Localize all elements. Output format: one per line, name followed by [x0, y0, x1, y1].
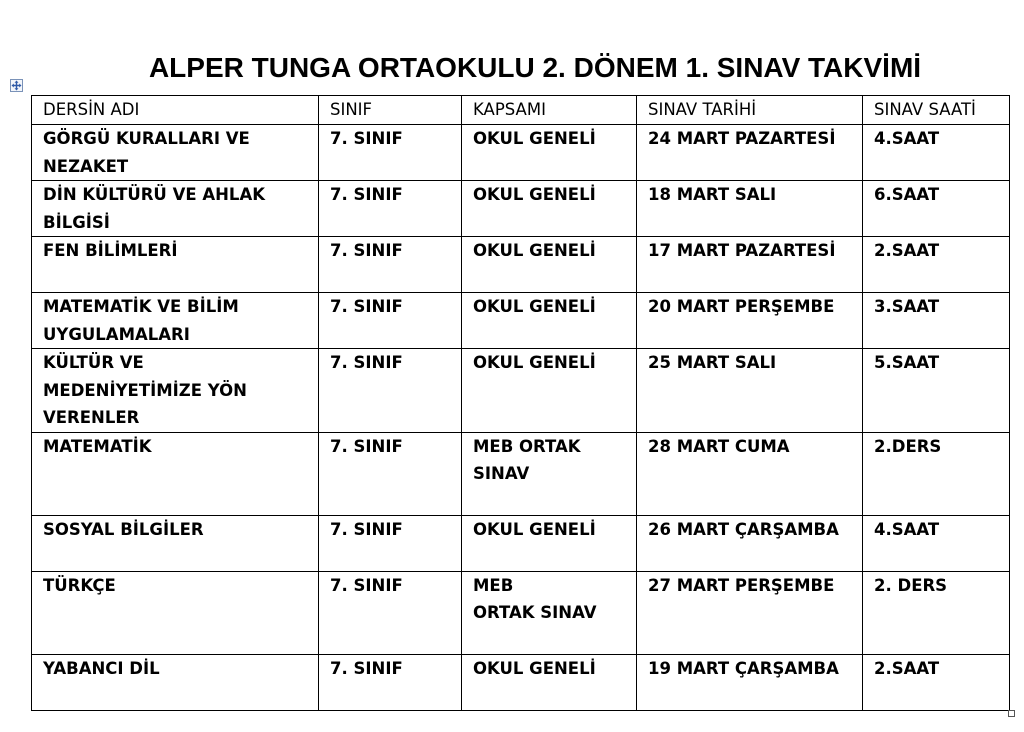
- scope-cell: OKUL GENELİ: [462, 654, 637, 710]
- time-cell: 2. DERS: [863, 571, 1010, 654]
- table-row: [32, 293, 1010, 349]
- header-scope: KAPSAMI: [462, 96, 637, 125]
- class-cell: 7. SINIF: [319, 515, 462, 571]
- date-cell: 19 MART ÇARŞAMBA: [637, 654, 863, 710]
- date-cell: 20 MART PERŞEMBE: [637, 293, 863, 349]
- table-header-row: [32, 96, 1010, 125]
- scope-cell: OKUL GENELİ: [462, 125, 637, 181]
- table-row: [32, 654, 1010, 710]
- class-cell: 7. SINIF: [319, 237, 462, 293]
- date-cell: 18 MART SALI: [637, 181, 863, 237]
- scope-cell: OKUL GENELİ: [462, 181, 637, 237]
- subject-cell: SOSYAL BİLGİLER: [32, 515, 319, 571]
- subject-cell: MATEMATİK VE BİLİM UYGULAMALARI: [32, 293, 319, 349]
- date-cell: 17 MART PAZARTESİ: [637, 237, 863, 293]
- table-row: [32, 237, 1010, 293]
- header-exam-time: SINAV SAATİ: [863, 96, 1010, 125]
- subject-cell: FEN BİLİMLERİ: [32, 237, 319, 293]
- exam-schedule-table: [31, 95, 1010, 711]
- class-cell: 7. SINIF: [319, 571, 462, 654]
- time-cell: 2.SAAT: [863, 654, 1010, 710]
- subject-cell: TÜRKÇE: [32, 571, 319, 654]
- resize-handle-icon[interactable]: [1008, 710, 1015, 717]
- class-cell: 7. SINIF: [319, 293, 462, 349]
- class-cell: 7. SINIF: [319, 125, 462, 181]
- header-subject: DERSİN ADI: [32, 96, 319, 125]
- scope-cell: MEB ORTAK SINAV: [462, 432, 637, 515]
- header-class: SINIF: [319, 96, 462, 125]
- date-cell: 25 MART SALI: [637, 349, 863, 433]
- class-cell: 7. SINIF: [319, 432, 462, 515]
- subject-cell: YABANCI DİL: [32, 654, 319, 710]
- table-row: [32, 515, 1010, 571]
- date-cell: 27 MART PERŞEMBE: [637, 571, 863, 654]
- time-cell: 4.SAAT: [863, 515, 1010, 571]
- date-cell: 24 MART PAZARTESİ: [637, 125, 863, 181]
- class-cell: 7. SINIF: [319, 654, 462, 710]
- scope-cell: OKUL GENELİ: [462, 293, 637, 349]
- subject-cell: GÖRGÜ KURALLARI VE NEZAKET: [32, 125, 319, 181]
- subject-cell: DİN KÜLTÜRÜ VE AHLAK BİLGİSİ: [32, 181, 319, 237]
- time-cell: 3.SAAT: [863, 293, 1010, 349]
- time-cell: 5.SAAT: [863, 349, 1010, 433]
- page-title: ALPER TUNGA ORTAOKULU 2. DÖNEM 1. SINAV TAKVİMİ: [148, 52, 922, 83]
- time-cell: 2.DERS: [863, 432, 1010, 515]
- subject-cell: MATEMATİK: [32, 432, 319, 515]
- date-cell: 28 MART CUMA: [637, 432, 863, 515]
- scope-cell: OKUL GENELİ: [462, 237, 637, 293]
- subject-cell: KÜLTÜR VE MEDENİYETİMİZE YÖN VERENLER: [32, 349, 319, 433]
- move-arrows-icon[interactable]: [10, 79, 23, 92]
- class-cell: 7. SINIF: [319, 181, 462, 237]
- table-row: [32, 181, 1010, 237]
- scope-cell: OKUL GENELİ: [462, 349, 637, 433]
- table-row: [32, 349, 1010, 433]
- time-cell: 6.SAAT: [863, 181, 1010, 237]
- time-cell: 4.SAAT: [863, 125, 1010, 181]
- table-row: [32, 571, 1010, 654]
- scope-cell: OKUL GENELİ: [462, 515, 637, 571]
- table-row: [32, 125, 1010, 181]
- header-exam-date: SINAV TARİHİ: [637, 96, 863, 125]
- time-cell: 2.SAAT: [863, 237, 1010, 293]
- class-cell: 7. SINIF: [319, 349, 462, 433]
- date-cell: 26 MART ÇARŞAMBA: [637, 515, 863, 571]
- table-row: [32, 432, 1010, 515]
- scope-cell: MEB ORTAK SINAV: [462, 571, 637, 654]
